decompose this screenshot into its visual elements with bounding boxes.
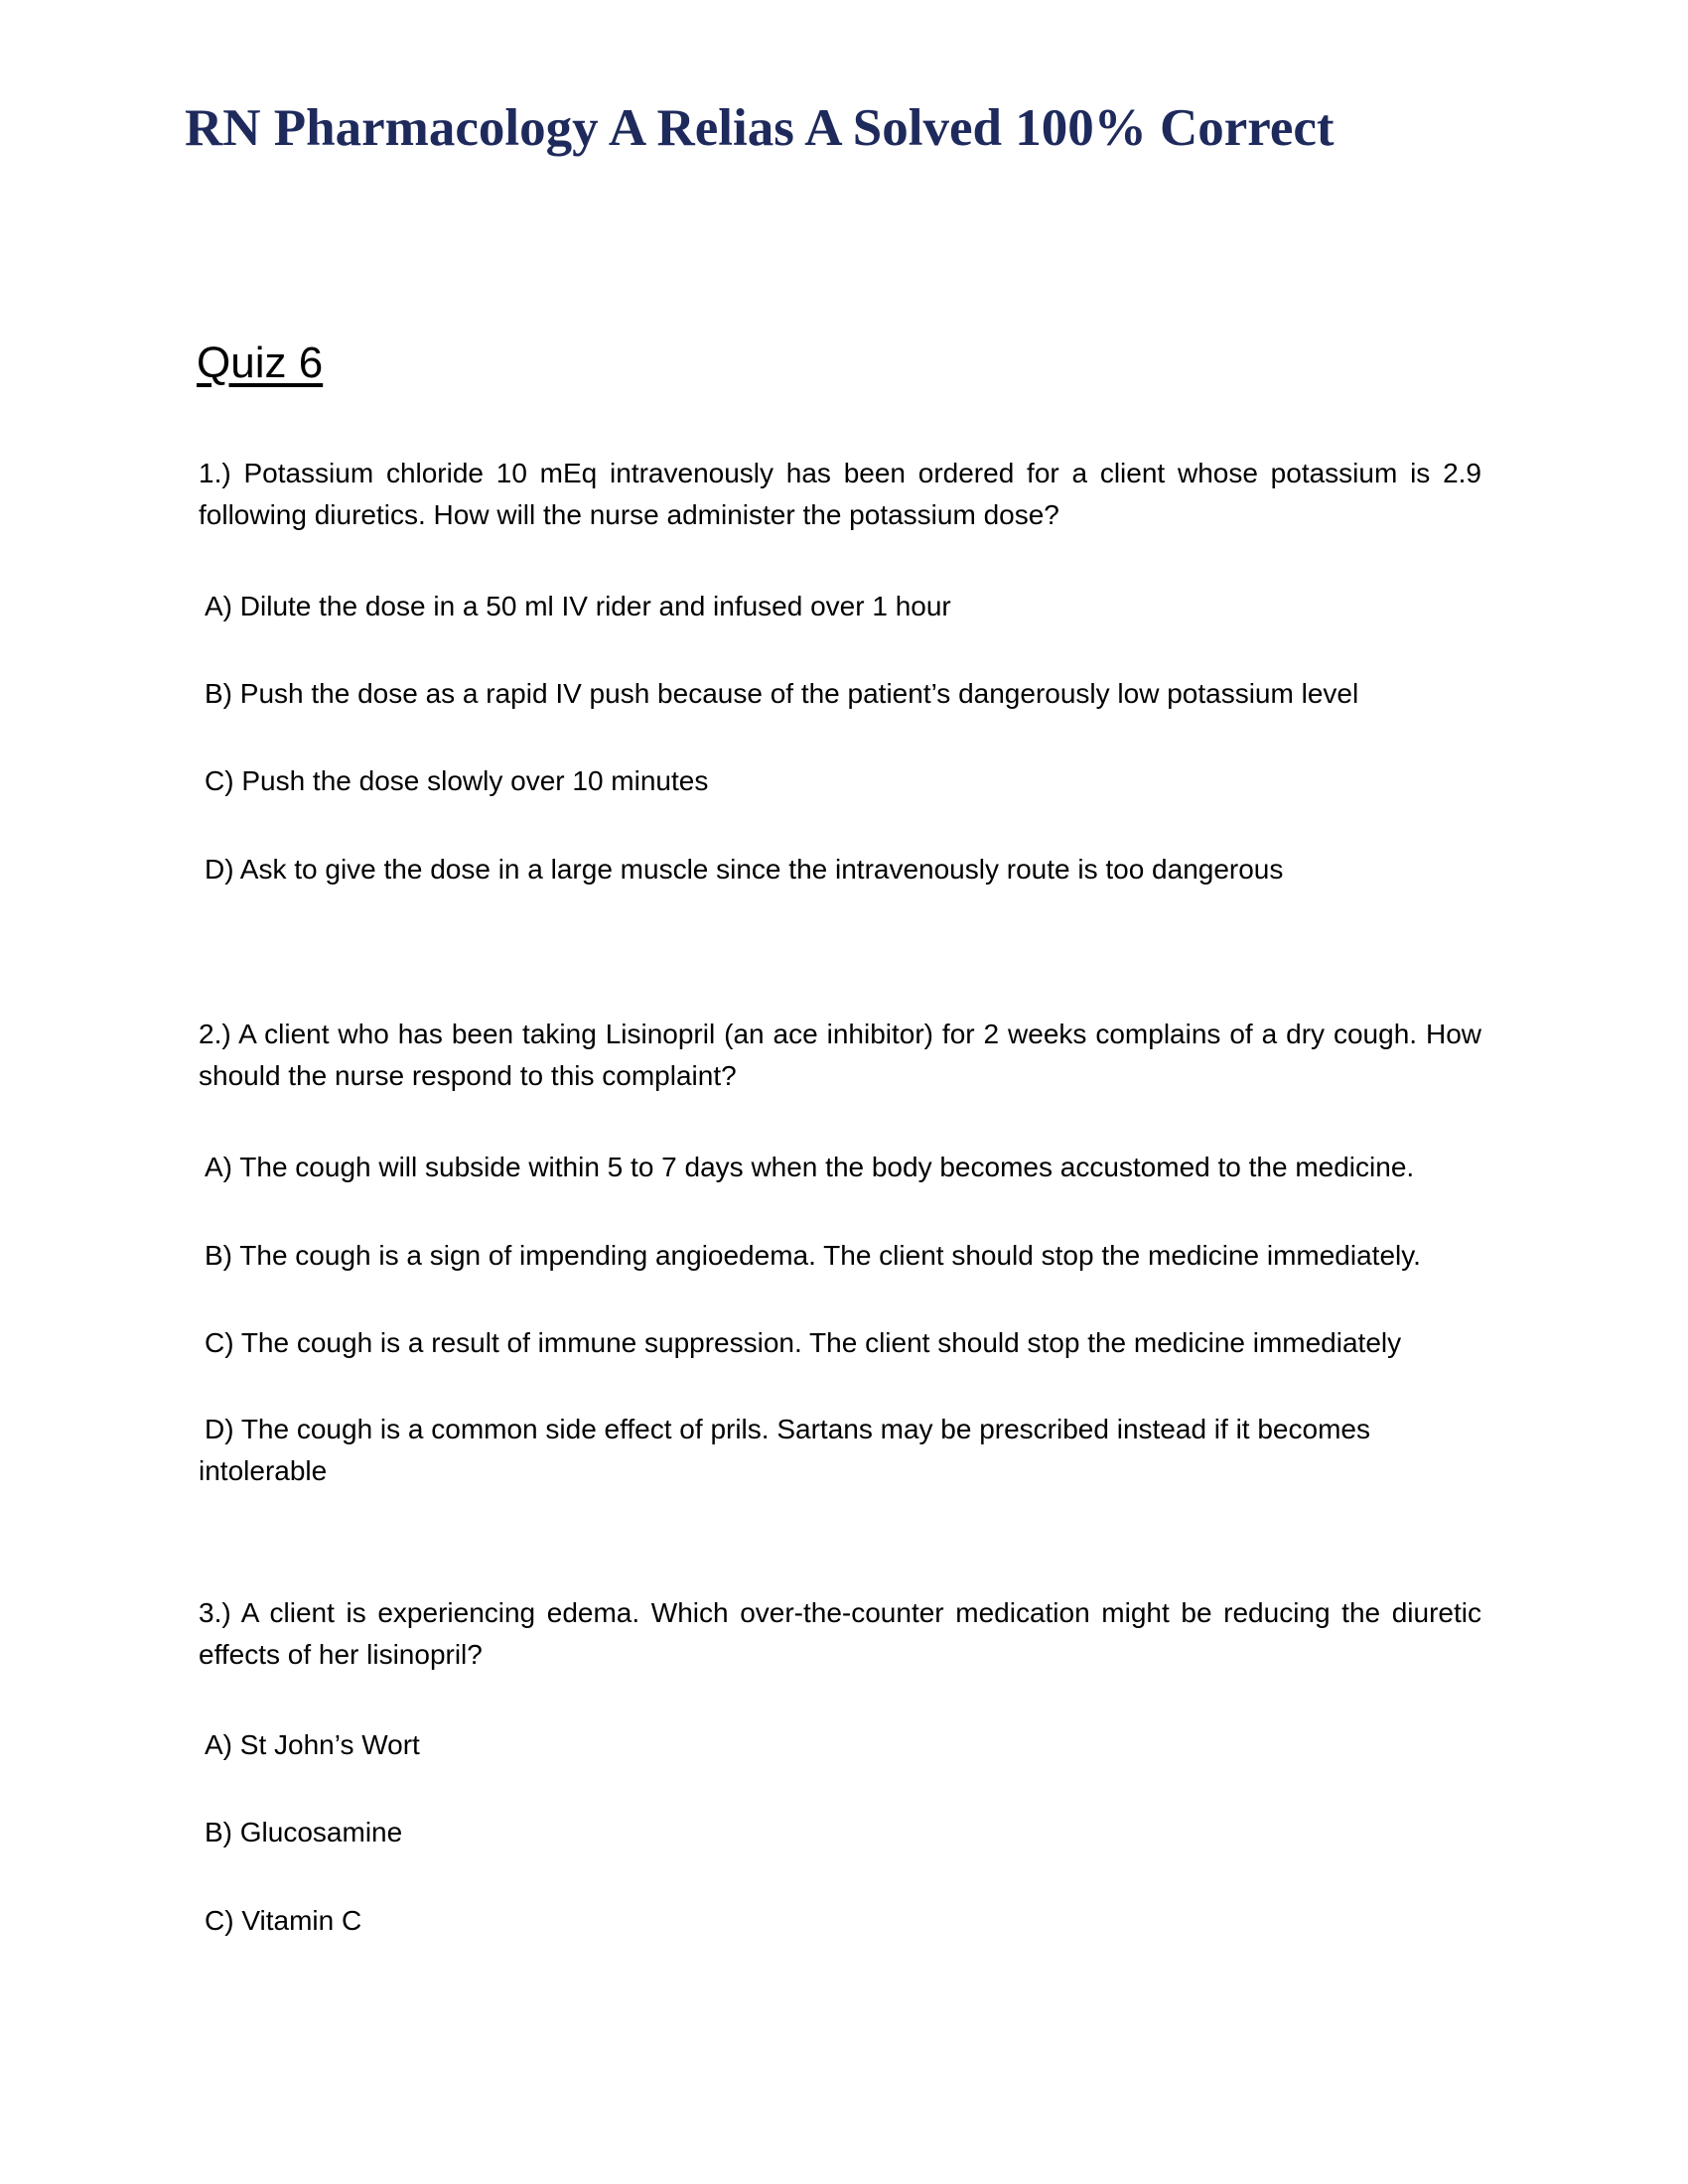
question-1-option-a: A) Dilute the dose in a 50 ml IV rider and infused over 1 hour (205, 591, 951, 621)
question-1-option-d: D) Ask to give the dose in a large muscle since the intravenously route is too dangerous (205, 854, 1284, 885)
question-2-option-c: C) The cough is a result of immune suppression. The client should stop the medicine immediately (205, 1327, 1402, 1358)
question-1-text: 1.) Potassium chloride 10 mEq intravenously has been ordered for a client whose potassium is 2.9 following diuretics. How will the nurse administer the potassium dose? (199, 458, 1481, 530)
question-3-option-a: A) St John’s Wort (205, 1729, 420, 1760)
question-3-text: 3.) A client is experiencing edema. Which over-the-counter medication might be reducing the diuretic effects of her lisinopril? (199, 1597, 1481, 1670)
question-3-option-c: C) Vitamin C (205, 1905, 362, 1936)
document-title: RN Pharmacology A Relias A Solved 100% Correct (185, 99, 1335, 157)
question-2-option-d: D) The cough is a common side effect of prils. Sartans may be prescribed instead if it becomes intolerable (199, 1414, 1370, 1486)
question-1-option-b: B) Push the dose as a rapid IV push because of the patient’s dangerously low potassium level (205, 678, 1359, 709)
question-2-option-b: B) The cough is a sign of impending angioedema. The client should stop the medicine immediately. (205, 1240, 1421, 1271)
question-1-option-c: C) Push the dose slowly over 10 minutes (205, 765, 709, 796)
quiz-heading: Quiz 6 (197, 339, 324, 387)
question-2-option-a: A) The cough will subside within 5 to 7 days when the body becomes accustomed to the medicine. (205, 1152, 1415, 1182)
question-2-text: 2.) A client who has been taking Lisinopril (an ace inhibitor) for 2 weeks complains of a dry cough. How should the nurse respond to this complaint? (199, 1019, 1481, 1091)
question-3-option-b: B) Glucosamine (205, 1817, 403, 1847)
